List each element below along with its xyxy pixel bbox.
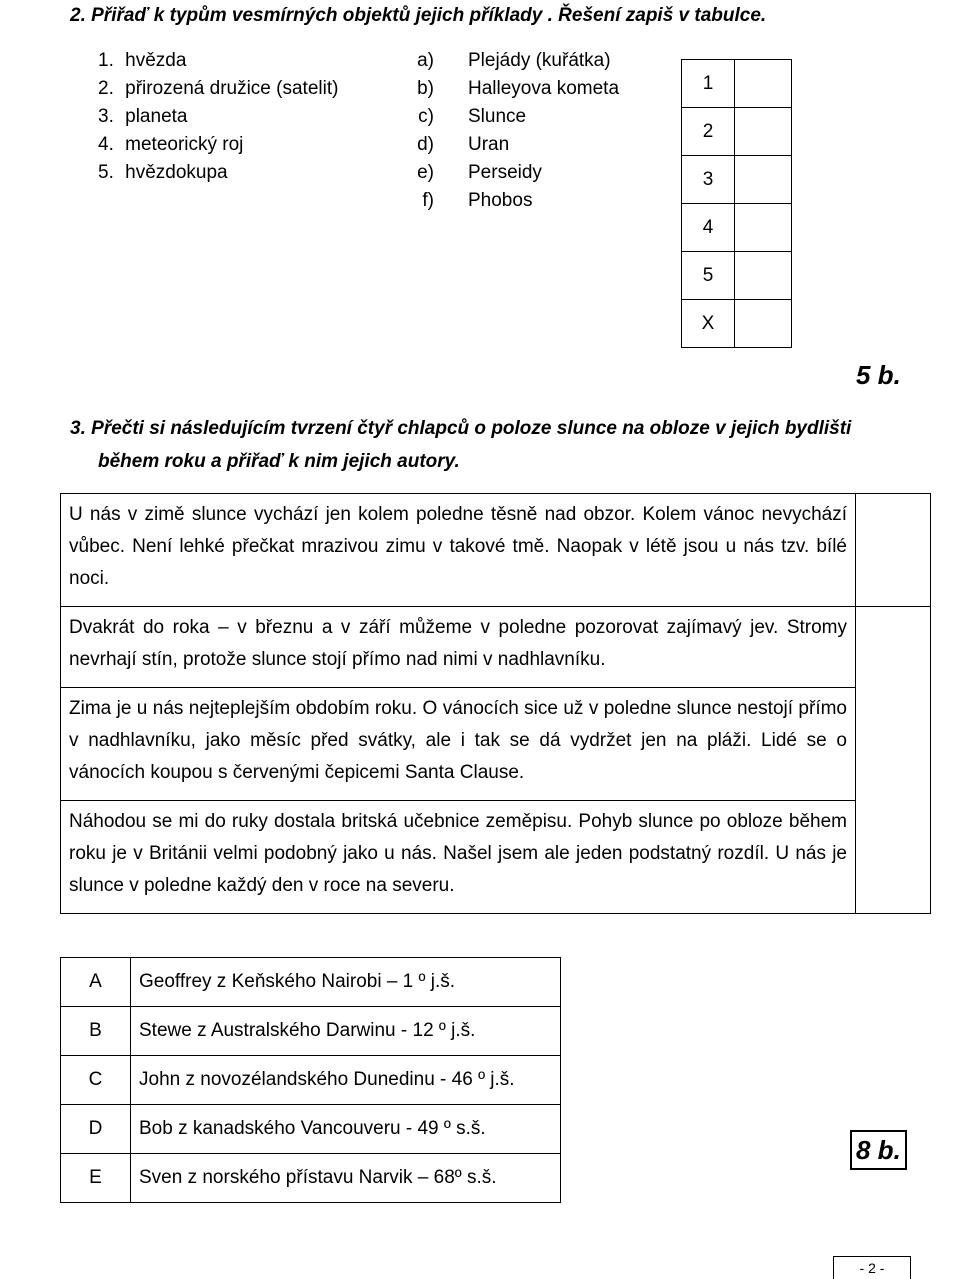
table-row xyxy=(61,1056,561,1105)
list-item: 5. hvězdokupa xyxy=(98,162,228,183)
statement-text: Zima je u nás nejteplejším obdobím roku. O vánocích sice už v poledne slunce nestojí přímo v nadhlavníku, jako měsíc před svátky, ale i tak se dá vydržet jen na pláži. Lidé se o vánocích koupou s červenými čepicemi Santa Clause. xyxy=(61,688,856,801)
author-text: John z novozélandského Dunedinu - 46 º j.š. xyxy=(131,1056,561,1105)
statement-text: U nás v zimě slunce vychází jen kolem poledne těsně nad obzor. Kolem vánoc nevychází vůbec. Není lehké přečkat mrazivou zimu v takové tmě. Naopak v létě jsou u nás tzv. bílé noci. xyxy=(61,494,856,607)
task3-heading-line1: 3. Přečti si následujícím tvrzení čtyř chlapců o poloze slunce na obloze v jejich bydlišti xyxy=(70,418,852,439)
grid-key: X xyxy=(682,300,735,348)
task3-score: 8 b. xyxy=(850,1130,907,1170)
grid-key: 3 xyxy=(682,156,735,204)
example-text: Slunce xyxy=(468,106,527,127)
list-item: 2. přirozená družice (satelit) xyxy=(98,78,339,99)
authors-table xyxy=(60,957,561,1203)
table-row xyxy=(61,607,931,688)
grid-answer-cell[interactable] xyxy=(735,108,792,156)
author-letter: E xyxy=(61,1154,131,1203)
grid-answer-cell[interactable] xyxy=(735,156,792,204)
author-letter: B xyxy=(61,1007,131,1056)
example-letter: d) xyxy=(417,134,434,155)
statement-answer-cell[interactable] xyxy=(856,688,931,801)
table-row xyxy=(61,494,931,607)
author-text: Sven z norského přístavu Narvik – 68º s.š. xyxy=(131,1154,561,1203)
list-item: 4. meteorický roj xyxy=(98,134,244,155)
statement-answer-cell[interactable] xyxy=(856,607,931,688)
grid-key: 5 xyxy=(682,252,735,300)
example-text: Plejády (kuřátka) xyxy=(468,50,611,71)
answer-grid xyxy=(681,59,792,348)
task2-score: 5 b. xyxy=(856,360,901,390)
grid-key: 4 xyxy=(682,204,735,252)
task3-heading-line2: během roku a přiřaď k nim jejich autory. xyxy=(98,451,460,472)
author-text: Stewe z Australského Darwinu - 12 º j.š. xyxy=(131,1007,561,1056)
table-row xyxy=(61,958,561,1007)
table-row xyxy=(61,1105,561,1154)
table-row xyxy=(61,1007,561,1056)
grid-answer-cell[interactable] xyxy=(735,60,792,108)
example-text: Uran xyxy=(468,134,510,155)
example-text: Phobos xyxy=(468,190,533,211)
example-letter: c) xyxy=(418,106,434,127)
list-item: 3. planeta xyxy=(98,106,188,127)
example-letter: a) xyxy=(417,50,434,71)
author-text: Bob z kanadského Vancouveru - 49 º s.š. xyxy=(131,1105,561,1154)
example-letter: b) xyxy=(417,78,434,99)
table-row xyxy=(61,688,931,801)
task2-heading: 2. Přiřaď k typům vesmírných objektů jejich příklady . Řešení zapiš v tabulce. xyxy=(70,5,767,26)
example-text: Perseidy xyxy=(468,162,542,183)
example-letter: e) xyxy=(417,162,434,183)
grid-answer-cell[interactable] xyxy=(735,300,792,348)
author-letter: D xyxy=(61,1105,131,1154)
author-letter: C xyxy=(61,1056,131,1105)
grid-answer-cell[interactable] xyxy=(735,204,792,252)
list-item: 1. hvězda xyxy=(98,50,187,71)
author-text: Geoffrey z Keňského Nairobi – 1 º j.š. xyxy=(131,958,561,1007)
page-number: - 2 - xyxy=(833,1256,911,1279)
statement-text: Dvakrát do roka – v březnu a v září můžeme v poledne pozorovat zajímavý jev. Stromy nevrhají stín, protože slunce stojí přímo nad nimi v nadhlavníku. xyxy=(61,607,856,688)
table-row xyxy=(61,1154,561,1203)
statement-text: Náhodou se mi do ruky dostala britská učebnice zeměpisu. Pohyb slunce po obloze během roku je v Británii velmi podobný jako u nás. Našel jsem ale jeden podstatný rozdíl. U nás je slunce v poledne každý den v roce na severu. xyxy=(61,801,856,914)
grid-key: 1 xyxy=(682,60,735,108)
statements-table xyxy=(60,493,931,914)
example-letter: f) xyxy=(422,190,434,211)
grid-key: 2 xyxy=(682,108,735,156)
grid-answer-cell[interactable] xyxy=(735,252,792,300)
author-letter: A xyxy=(61,958,131,1007)
statement-answer-cell[interactable] xyxy=(856,494,931,607)
statement-answer-cell[interactable] xyxy=(856,801,931,914)
table-row xyxy=(61,801,931,914)
example-text: Halleyova kometa xyxy=(468,78,620,99)
